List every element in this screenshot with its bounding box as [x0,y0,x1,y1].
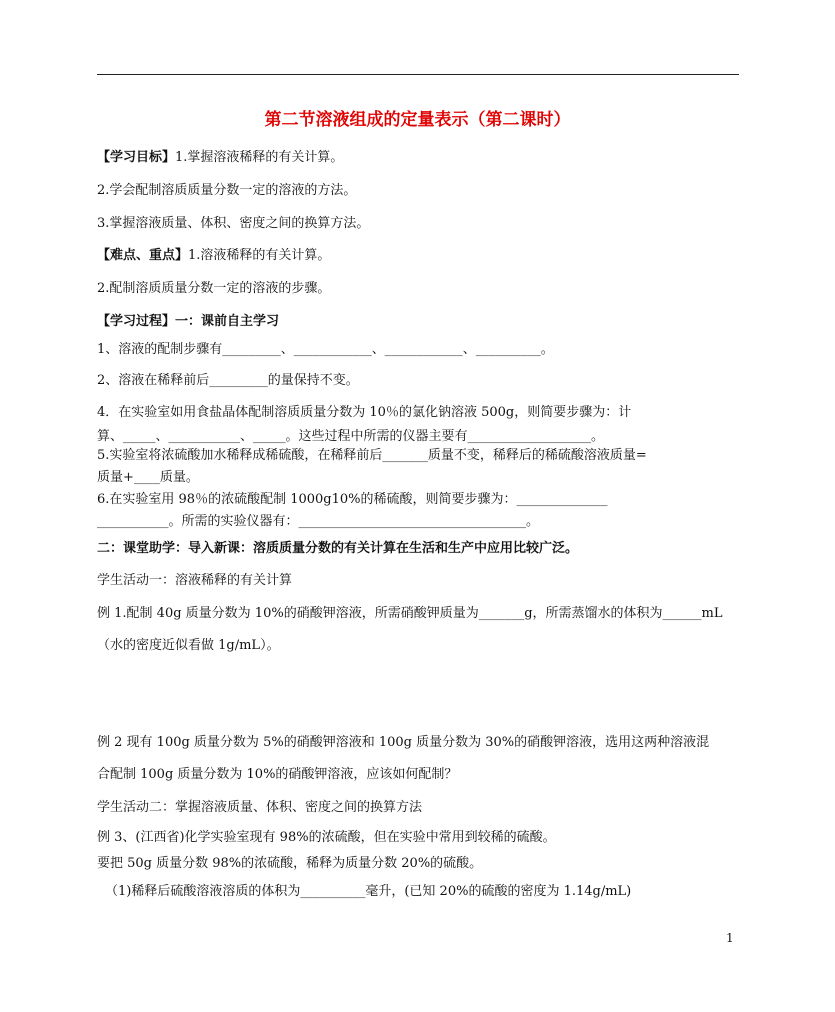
keypoints-item-1: 1.溶液稀释的有关计算。 [188,248,331,263]
example-2-line-2: 合配制 100g 质量分数为 10%的硝酸钾溶液，应该如何配制？ [97,767,458,782]
process-heading [97,314,747,330]
objectives-item-2: 2.学会配制溶质质量分数一定的溶液的方法。 [97,183,357,198]
question-5-line-2: 质量+____质量。 [97,470,199,485]
example-2-line-1: 例 2 现有 100g 质量分数为 5%的硝酸钾溶液和 100g 质量分数为 30%的硝酸钾溶液，选用这两种溶液混 [97,735,710,750]
example-1-line-2: （水的密度近似看做 1g/mL）。 [97,638,280,653]
question-2: 2、溶液在稀释前后_________的量保持不变。 [97,373,359,388]
objectives-item-3: 3.掌握溶液质量、体积、密度之间的换算方法。 [97,216,370,231]
question-1: 1、溶液的配制步骤有_________、____________、____________、__________。 [97,342,554,357]
page-title: 第二节溶液组成的定量表示（第二课时） [264,110,571,130]
question-4-line-1: 4．在实验室如用食盐晶体配制溶质质量分数为 10％的氯化钠溶液 500g，则简要步骤为：计 [97,405,632,420]
activity-1-heading: 学生活动一：溶液稀释的有关计算 [97,573,293,588]
question-6-line-2: ___________。所需的实验仪器有：___________________________________。 [97,514,540,529]
question-4-line-2: 算、_____、___________、_____。这些过程中所需的仪器主要有___________________。 [97,429,605,444]
objectives-label: 【学习目标】 [97,150,176,165]
page-number: 1 [726,931,734,945]
activity-2-heading: 学生活动二：掌握溶液质量、体积、密度之间的换算方法 [97,800,423,815]
example-3-line-2: 要把 50g 质量分数 98%的浓硫酸，稀释为质量分数 20%的硫酸。 [97,856,483,871]
example-1-line-1: 例 1.配制 40g 质量分数为 10%的硝酸钾溶液，所需硝酸钾质量为_______g，所需蒸馏水的体积为______mL [97,606,723,621]
keypoints-line-1 [97,248,747,264]
section-2-heading: 二：课堂助学：导入新课：溶质质量分数的有关计算在生活和生产中应用比较广泛。 [97,541,579,556]
example-3-line-3: （1)稀释后硫酸溶液溶质的体积为__________毫升，(已知 20%的硫酸的密度为 1.14g/mL) [105,884,632,899]
objectives-line-1 [97,150,747,166]
example-3-line-1: 例 3、(江西省)化学实验室现有 98%的浓硫酸，但在实验中常用到较稀的硫酸。 [97,830,556,845]
keypoints-item-2: 2.配制溶质质量分数一定的溶液的步骤。 [97,281,331,296]
process-label: 【学习过程】 [97,314,176,329]
process-sub: 一：课前自主学习 [175,314,280,329]
header-rule [97,74,739,75]
question-6-line-1: 6.在实验室用 98％的浓硫酸配制 1000g10%的稀硫酸，则简要步骤为：______________ [97,492,608,507]
objectives-item-1: 1.掌握溶液稀释的有关计算。 [175,150,344,165]
question-5-line-1: 5.实验室将浓硫酸加水稀释成稀硫酸，在稀释前后_______质量不变，稀释后的稀硫酸溶液质量= [97,448,647,463]
keypoints-label: 【难点、重点】 [97,248,189,263]
